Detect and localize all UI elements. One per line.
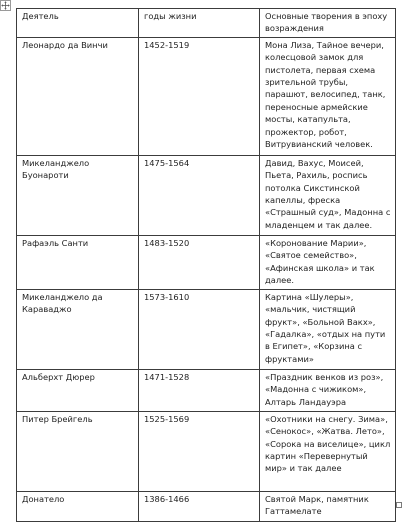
cell-years[interactable]: 1386-1466 (139, 491, 260, 521)
cell-years[interactable]: 1475-1564 (139, 155, 260, 235)
cell-works[interactable]: Картина «Шулеры», «мальчик, чистящий фрукт», «Больной Вакх», «Гадалка», «отдых на пути в Египет», «Корзина с фруктами» (260, 289, 396, 369)
table-resize-handle-icon[interactable] (396, 502, 402, 508)
cell-years[interactable]: 1471-1528 (139, 369, 260, 411)
table-row (17, 411, 396, 491)
cell-years[interactable]: 1525-1569 (139, 411, 260, 491)
table-row (17, 155, 396, 235)
header-cell-years[interactable]: годы жизни (139, 9, 260, 38)
cell-years[interactable]: 1452-1519 (139, 37, 260, 155)
cell-name[interactable]: Питер Брейгель (17, 411, 139, 491)
four-way-move-icon (1, 1, 10, 10)
header-cell-figure[interactable]: Деятель (17, 9, 139, 38)
renaissance-figures-table (16, 8, 396, 522)
cell-works[interactable]: Святой Марк, памятник Гаттамелате (260, 491, 396, 521)
cell-years[interactable]: 1483-1520 (139, 235, 260, 289)
header-cell-works[interactable]: Основные творения в эпоху возраждения (260, 9, 396, 38)
table-move-handle-icon[interactable] (0, 0, 11, 11)
cell-name[interactable]: Донатело (17, 491, 139, 521)
cell-name[interactable]: Микеланджело да Караваджо (17, 289, 139, 369)
cell-name[interactable]: Леонардо да Винчи (17, 37, 139, 155)
table-row (17, 289, 396, 369)
table-header-row (17, 9, 396, 38)
table-row (17, 369, 396, 411)
cell-works[interactable]: Мона Лиза, Тайное вечери, колесцовой замок для пистолета, первая схема зрительной трубы, парашют, велосипед, танк, переносные армейские мосты, катапульта, прожектор, робот, Витрувианский человек. (260, 37, 396, 155)
cell-name[interactable]: Микеланджело Буонароти (17, 155, 139, 235)
cell-works[interactable]: «Охотники на снегу. Зима», «Сенокос», «Жатва. Лето», «Сорока на виселице», цикл картин «Перевернутый мир» и так далее (260, 411, 396, 491)
table-row (17, 37, 396, 155)
table-row (17, 235, 396, 289)
cell-name[interactable]: Альберхт Дюрер (17, 369, 139, 411)
cell-works[interactable]: «Коронование Марии», «Святое семейство», «Афинская школа» и так далее. (260, 235, 396, 289)
cell-name[interactable]: Рафаэль Санти (17, 235, 139, 289)
cell-years[interactable]: 1573-1610 (139, 289, 260, 369)
cell-works[interactable]: «Праздник венков из роз», «Мадонна с чижиком», Алтарь Ландауэра (260, 369, 396, 411)
cell-works[interactable]: Давид, Вахус, Моисей, Пьета, Рахиль, роспись потолка Сикстинской капеллы, фреска «Страшный суд», Мадонна с младенцем и так далее. (260, 155, 396, 235)
